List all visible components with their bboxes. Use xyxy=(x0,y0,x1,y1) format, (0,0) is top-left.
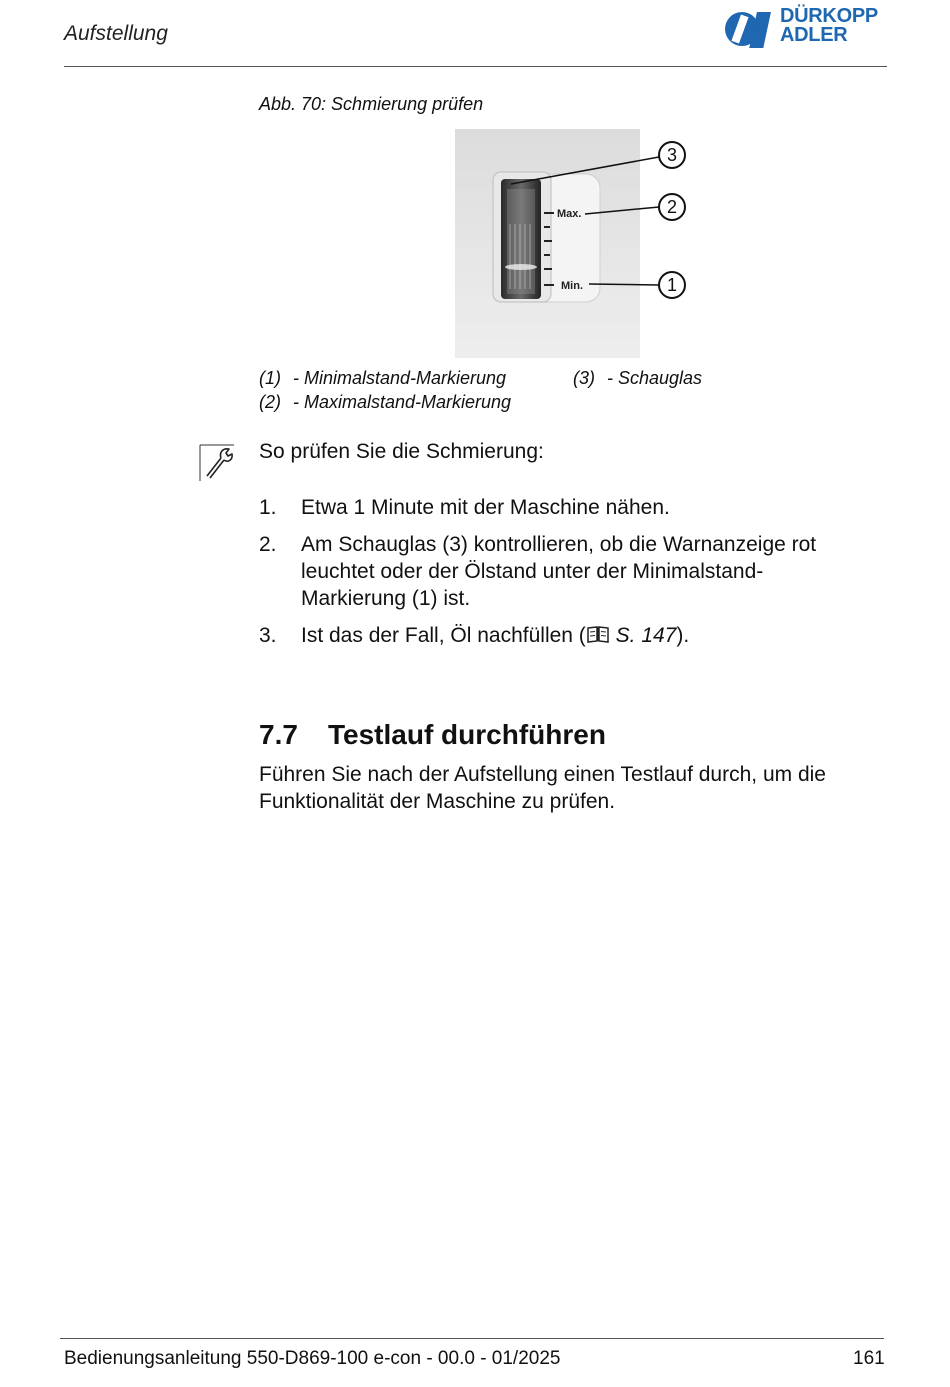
scale-min-label: Min. xyxy=(561,280,583,292)
logo-text-line2: ADLER xyxy=(780,24,848,46)
page-number: 161 xyxy=(853,1348,885,1369)
logo-mark-icon xyxy=(722,7,778,51)
book-reference-icon xyxy=(586,624,610,644)
wrench-icon xyxy=(199,444,235,482)
section-body: Führen Sie nach der Aufstellung einen Testlauf durch, um die Funktionalität der Maschine zu prüfen. xyxy=(259,763,826,813)
callout-3: 3 xyxy=(658,141,686,169)
header-divider xyxy=(64,66,887,67)
duerkopp-adler-logo xyxy=(722,7,890,51)
page-reference-link[interactable]: S. 147 xyxy=(615,624,677,647)
legend-item-3: (3) - Schauglas xyxy=(573,368,703,388)
legend-item-2: (2) - Maximalstand-Markierung xyxy=(259,392,512,412)
callout-1: 1 xyxy=(658,271,686,299)
legend-item-1: (1) - Minimalstand-Markierung xyxy=(259,368,507,388)
section-number: 7.7 xyxy=(259,719,298,750)
figure-caption: Abb. 70: Schmierung prüfen xyxy=(259,94,484,114)
footer-divider xyxy=(60,1338,884,1339)
section-title: Testlauf durchführen xyxy=(328,719,606,750)
instruction-intro: So prüfen Sie die Schmierung: xyxy=(259,440,544,463)
logo-text-line1: DÜRKOPP xyxy=(780,5,878,27)
callout-2: 2 xyxy=(658,193,686,221)
scale-max-label: Max. xyxy=(557,208,582,220)
running-header: Aufstellung xyxy=(64,22,168,45)
footer-document-id: Bedienungsanleitung 550-D869-100 e-con - 00.0 - 01/2025 xyxy=(64,1348,561,1369)
